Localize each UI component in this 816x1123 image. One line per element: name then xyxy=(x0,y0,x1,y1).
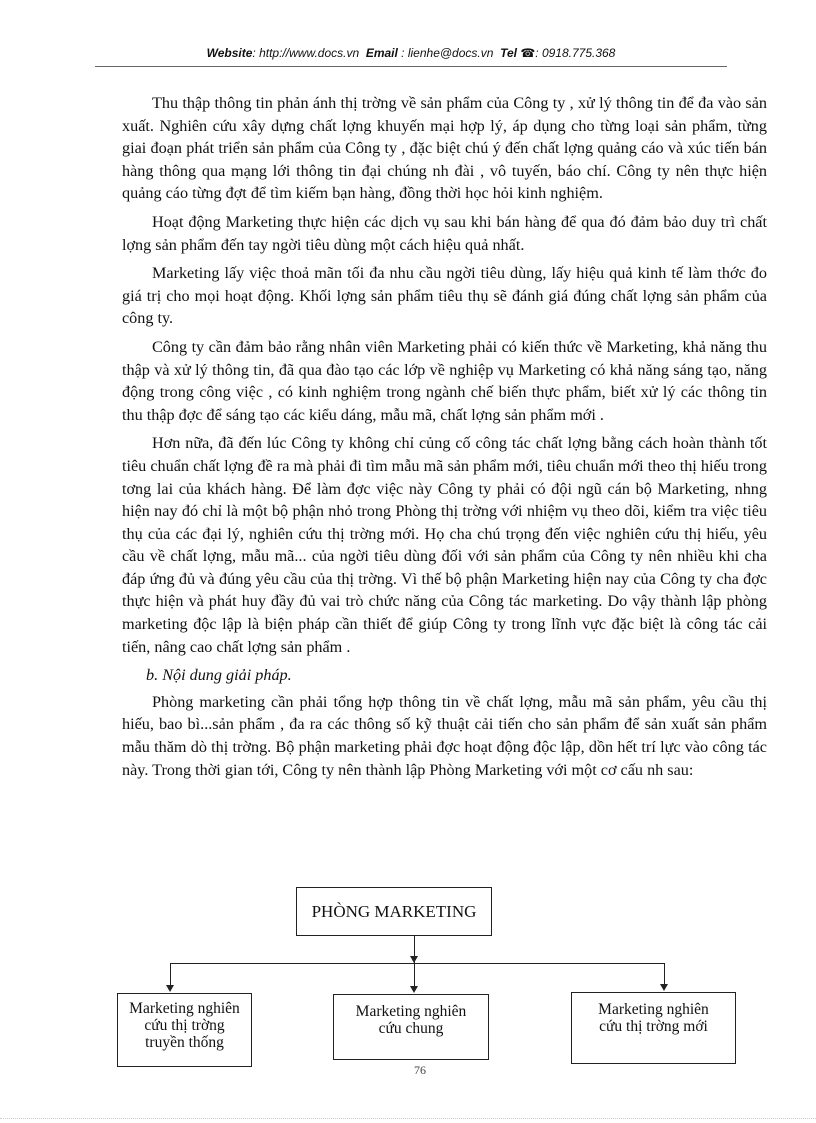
section-subheading: b. Nội dung giải pháp. xyxy=(146,666,292,685)
org-box-traditional-market-research xyxy=(117,993,252,1067)
connector-horizontal xyxy=(170,963,665,964)
box-1-line-1: Marketing nghiên xyxy=(129,1000,240,1017)
box-3-line-1: Marketing nghiên xyxy=(598,1001,709,1018)
box-2-line-2: cứu chung xyxy=(378,1020,444,1037)
paragraph-3: Marketing lấy việc thoả mãn tối đa nhu cầu ngời tiêu dùng, lấy hiệu quả kinh tế làm thớc đo giá trị cho mọi hoạt động. Khối lợng sản phẩm tiêu thụ sẽ đánh giá đúng chất lợng sản phẩm của công ty. xyxy=(122,264,767,328)
connector-left xyxy=(170,963,171,985)
arrow-down-icon xyxy=(166,985,174,992)
document-body xyxy=(122,92,767,787)
email-value[interactable]: : lienhe@docs.vn xyxy=(401,46,494,60)
website-label: Website xyxy=(206,46,253,60)
paragraph-6: Phòng marketing cần phải tổng hợp thông tin về chất lợng, mẫu mã sản phẩm, yêu cầu thị hiếu, bao bì...sản phẩm , đa ra các thông số kỹ thuật cải tiến cho sản phẩm để sản xuất sản phẩm mẫu thăm dò thị trờng. Bộ phận marketing phải đợc hoạt động độc lập, dồn hết trí lực vào công tác này. Trong thời gian tới, Công ty nên thành lập Phòng Marketing với một cơ cấu nh sau: xyxy=(122,692,767,779)
arrow-down-icon xyxy=(410,956,418,963)
tel-label: Tel xyxy=(500,46,517,60)
tel-value: : 0918.775.368 xyxy=(535,46,616,60)
paragraph-4: Công ty cần đảm bảo rằng nhân viên Marketing phải có kiến thức về Marketing, khả năng thu thập và xử lý thông tin, đã qua đào tạo các lớp về nghiệp vụ Marketing có khả năng sáng tạo, năng động trong công việc , có kinh nghiệm trong ngành chế biến thực phẩm, biết xử lý các thông tin thu thập đợc để sáng tạo các kiểu dáng, mẫu mã, chất lợng sản phẩm mới . xyxy=(122,337,767,424)
page-bottom-divider xyxy=(0,1118,816,1119)
box-3-line-2: cứu thị trờng mới xyxy=(599,1018,708,1035)
paragraph-2: Hoạt động Marketing thực hiện các dịch vụ sau khi bán hàng để qua đó đảm bảo duy trì chất lợng sản phẩm đến tay ngời tiêu dùng một cách hiệu quả nhất. xyxy=(122,212,767,254)
page-header xyxy=(95,42,727,67)
email-label: Email xyxy=(365,46,398,60)
paragraph-1: Thu thập thông tin phản ánh thị trờng về sản phẩm của Công ty , xử lý thông tin để đa vào sản xuất. Nghiên cứu xây dựng chất lợng khuyến mại hợp lý, áp dụng cho từng loại sản phẩm, từng giai đoạn phát triển sản phẩm của Công ty , đặc biệt chú ý đến chất lợng quảng cáo và xúc tiến bán hàng thông qua mạng lới thông tin đại chúng nh đài , vô tuyến, báo chí. Công ty nên thực hiện quảng cáo từng đợt để tìm kiếm bạn hàng, đồng thời học hỏi kinh nghiệm. xyxy=(122,94,767,203)
connector-middle xyxy=(414,963,415,986)
arrow-down-icon xyxy=(410,986,418,993)
org-box-phong-marketing: PHÒNG MARKETING xyxy=(296,887,492,936)
box-1-line-2: cứu thị trờng xyxy=(144,1017,225,1034)
website-value[interactable]: : http://www.docs.vn xyxy=(252,46,360,60)
phone-icon: ☎ xyxy=(520,46,536,60)
connector-right xyxy=(664,963,665,984)
org-box-new-market-research xyxy=(571,992,736,1064)
box-1-line-3: truyền thống xyxy=(145,1034,224,1051)
org-box-general-research xyxy=(333,994,489,1060)
arrow-down-icon xyxy=(660,984,668,991)
page-number: 76 xyxy=(414,1063,426,1077)
paragraph-5: Hơn nữa, đã đến lúc Công ty không chỉ củng cố công tác chất lợng bằng cách hoàn thành tốt tiêu chuẩn chất lợng đề ra mà phải đi tìm mẫu mã sản phẩm mới, tiêu chuẩn mới theo thị hiếu trong tơng lai của khách hàng. Để làm đợc việc này Công ty phải có đội ngũ cán bộ Marketing, nhng hiện nay đó chỉ là một bộ phận nhỏ trong Phòng thị trờng với nhiệm vụ theo dõi, kiểm tra việc tiêu thụ của các đại lý, nghiên cứu thị trờng mới. Họ cha chú trọng đến việc nghiên cứu thị hiếu, yêu cầu về chất lợng, mẫu mã... của ngời tiêu dùng đối với sản phẩm của Công ty nên nhiều khi cha đáp ứng đủ và đúng yêu cầu của thị trờng. Vì thế bộ phận Marketing hiện nay của Công ty cha đợc thực hiện và phát huy đầy đủ vai trò chức năng của Công tác marketing. Do vậy thành lập phòng marketing độc lập là biện pháp cần thiết để giúp Công ty trong lĩnh vực đặc biệt là công tác cải tiến, nâng cao chất lợng sản phẩm . xyxy=(122,434,767,656)
box-2-line-1: Marketing nghiên xyxy=(355,1003,467,1020)
